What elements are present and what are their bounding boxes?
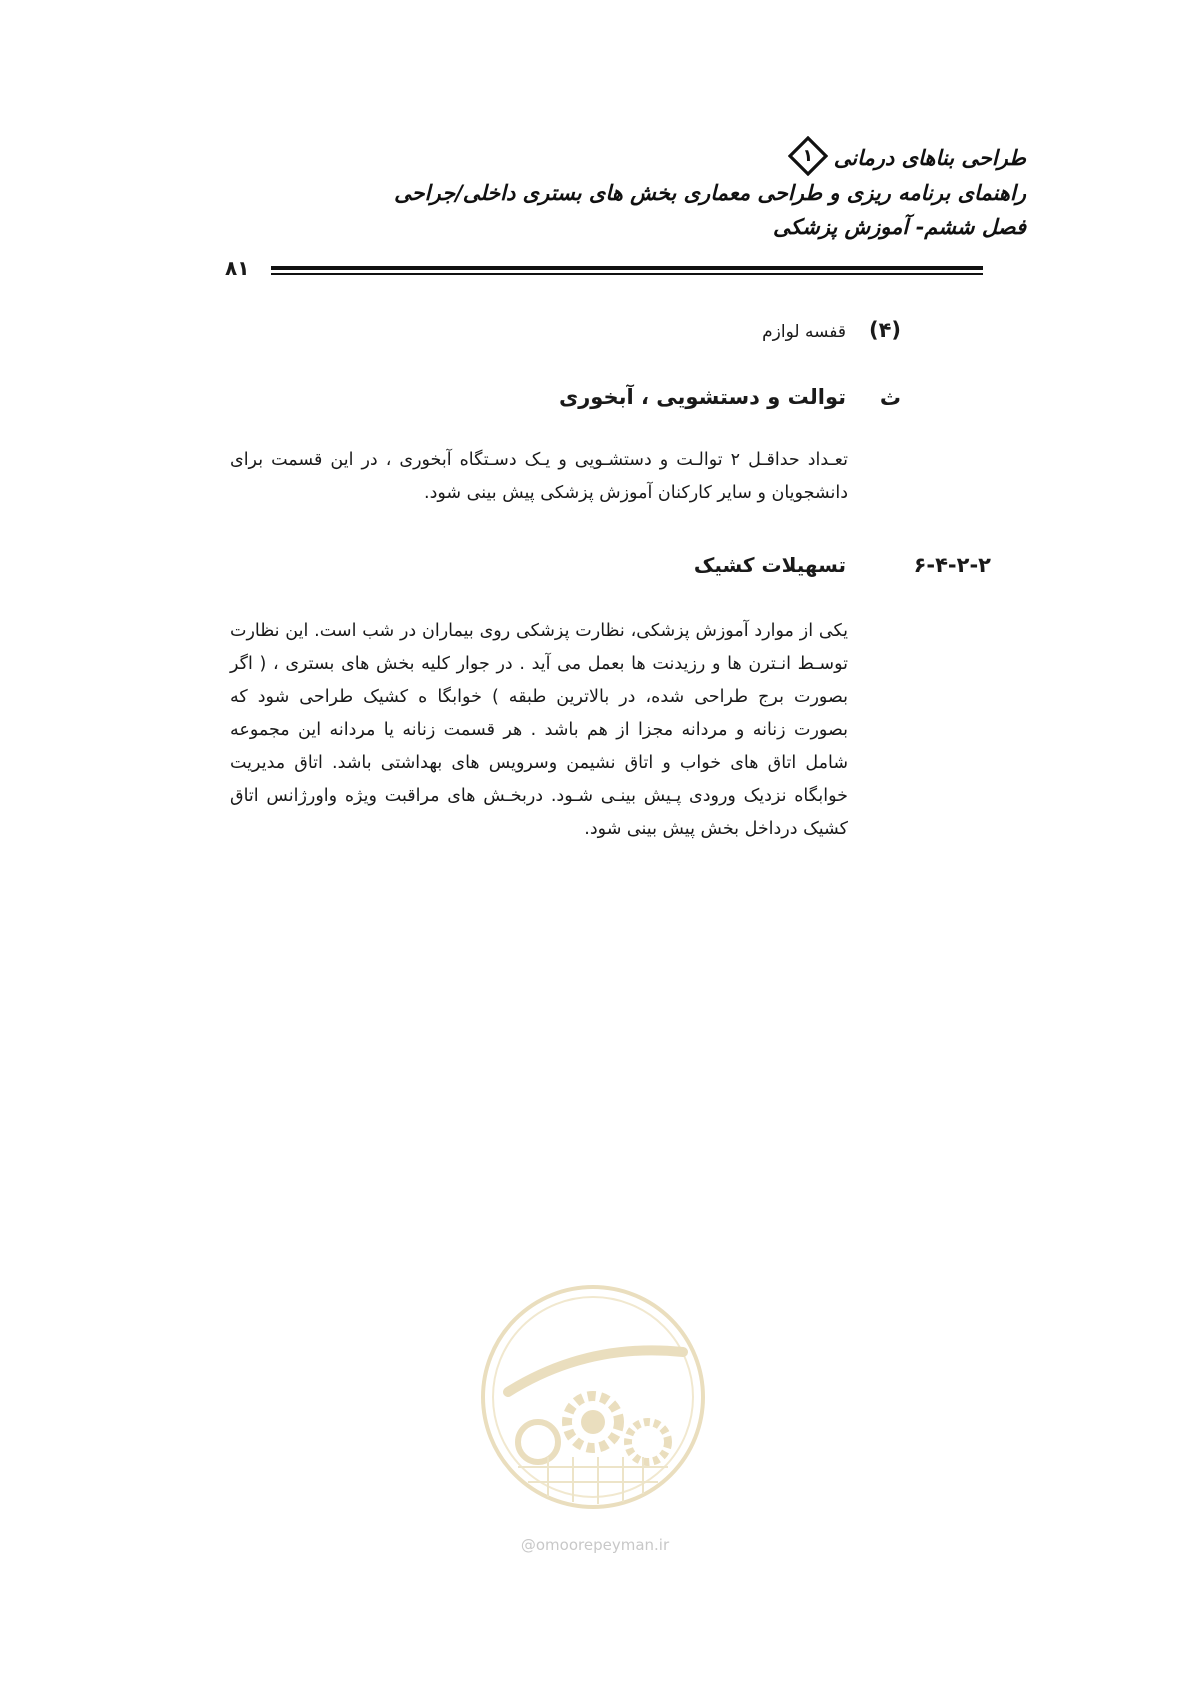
running-header: [206, 140, 1026, 244]
series-number-badge: [788, 136, 828, 176]
section-paragraph: یکی از موارد آموزش پزشکی، نظارت پزشکی روی بیماران در شب است. این نظارت توسـط انـترن ها و رزیدنت ها بعمل می آید . در جوار کلیه بخش های بستری ، ( اگر بصورت برج طراحی شده، در بالاترین طبقه ) خوابگا ه کشیک طراحی شود که بصورت زنانه و مردانه مجزا از هم باشد . هر قسمت زنانه یا مردانه این مجموعه شامل اتاق های خواب و اتاق نشیمن وسرویس های بهداشتی باشد. اتاق مدیریت خوابگاه نزدیک ورودی پـیش بینـی شـود. دربخـش های مراقبت ویژه واورژانس اتاق کشیک درداخل بخش پیش بینی شود.: [230, 621, 848, 839]
series-title: طراحی بناهای درمانی: [833, 145, 1026, 170]
header-rule-thin: [271, 273, 983, 275]
at-icon: @: [520, 1536, 536, 1554]
chapter-title: فصل ششم- آموزش پزشکی: [773, 214, 1026, 239]
section-marker: ث: [879, 386, 901, 410]
section-heading: تسهیلات کشیک: [693, 553, 846, 577]
header-rule-row: [225, 256, 983, 282]
guide-title: راهنمای برنامه ریزی و طراحی معماری بخش های بستری داخلی/جراحی: [394, 180, 1026, 205]
section-paragraph: تعـداد حداقـل ۲ توالـت و دستشـویی و یـک دسـتگاه آبخوری ، در این قسمت برای دانشجویان و سایر کارکنان آموزش پزشکی پیش بینی شود.: [230, 450, 848, 503]
watermark-url: omoorepeyman.ir: [535, 1536, 670, 1554]
section-number: ۶-۴-۲-۲: [913, 553, 991, 577]
series-number: ۱: [802, 146, 813, 166]
watermark-caption: [495, 1536, 695, 1554]
section-heading: توالت و دستشویی ، آبخوری: [558, 385, 846, 409]
item-label: قفسه لوازم: [762, 322, 846, 342]
series-title-row: [206, 140, 1026, 176]
watermark-seal-icon: [478, 1282, 708, 1512]
header-rule-thick: [271, 266, 983, 270]
page-number: ۸۱: [225, 256, 250, 280]
item-marker: (۴): [868, 318, 901, 342]
watermark-logo: [478, 1282, 708, 1512]
